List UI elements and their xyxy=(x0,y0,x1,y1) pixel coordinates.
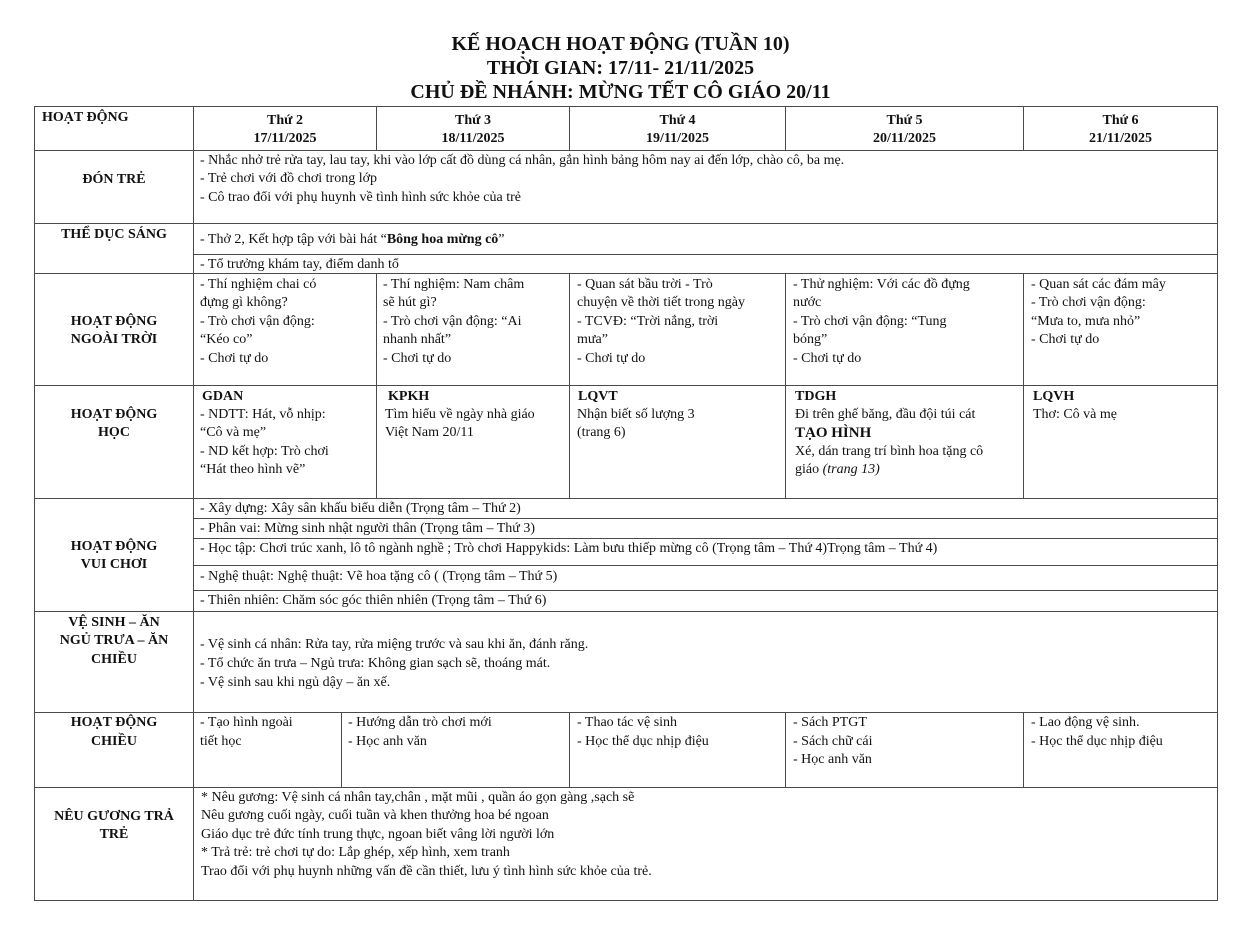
vui-choi-line: - Phân vai: Mừng sinh nhật người thân (Trọng tâm – Thứ 3) xyxy=(200,521,536,536)
header-day-fri: Thứ 6 xyxy=(1102,113,1139,128)
row-label-hoc: HỌC xyxy=(98,425,130,440)
row-label-ve-sinh: VỆ SINH – ĂN xyxy=(68,615,160,630)
row-label-vui-choi: VUI CHƠI xyxy=(80,557,148,572)
plan-period: THỜI GIAN: 17/11- 21/11/2025 xyxy=(486,57,755,79)
row-label-neu-guong: NÊU GƯƠNG TRẢ xyxy=(54,809,174,824)
plan-theme: CHỦ ĐỀ NHÁNH: MỪNG TẾT CÔ GIÁO 20/11 xyxy=(410,81,831,103)
row-label-chieu: HOẠT ĐỘNG xyxy=(70,715,158,730)
ve-sinh-line: - Vệ sinh cá nhân: Rửa tay, rửa miệng trước và sau khi ăn, đánh răng. xyxy=(200,637,589,652)
header-day-tue: Thứ 3 xyxy=(454,113,492,128)
header-date-tue: 18/11/2025 xyxy=(441,131,505,146)
header-day-thu: Thứ 5 xyxy=(886,113,923,128)
neu-guong-line: Nêu gương cuối ngày, cuối tuần và khen thưởng hoa bé ngoan xyxy=(201,808,549,823)
plan-title: KẾ HOẠCH HOẠT ĐỘNG (TUẦN 10) xyxy=(451,33,790,55)
vui-choi-line: - Xây dựng: Xây sân khấu biểu diễn (Trọng tâm – Thứ 2) xyxy=(200,501,521,516)
ve-sinh-line: - Tổ chức ăn trưa – Ngủ trưa: Không gian sạch sẽ, thoáng mát. xyxy=(200,656,551,671)
neu-guong-line: * Nêu gương: Vệ sinh cá nhân tay,chân , mặt mũi , quần áo gọn gàng ,sạch sẽ xyxy=(201,790,635,805)
row-label-ngoai-troi: NGOÀI TRỜI xyxy=(70,332,158,347)
ve-sinh-line: - Vệ sinh sau khi ngủ dậy – ăn xế. xyxy=(200,675,391,690)
header-activity: HOẠT ĐỘNG xyxy=(42,110,129,125)
header-day-wed: Thứ 4 xyxy=(659,113,696,128)
neu-guong-line: * Trả trẻ: trẻ chơi tự do: Lắp ghép, xếp hình, xem tranh xyxy=(201,845,510,860)
row-label-ve-sinh: NGỦ TRƯA – ĂN xyxy=(59,633,169,648)
the-duc-line: - Tổ trưởng khám tay, điểm danh tổ xyxy=(200,257,399,272)
row-label-ve-sinh: CHIỀU xyxy=(91,652,137,667)
vui-choi-line: - Học tập: Chơi trúc xanh, lô tô ngành nghề ; Trò chơi Happykids: Làm bưu thiếp mừng cô (Trọng tâm – Thứ 4)Trọng tâm – Thứ 4) xyxy=(200,541,938,556)
header-day-mon: Thứ 2 xyxy=(266,113,304,128)
don-tre-line: - Cô trao đổi với phụ huynh về tình hình sức khỏe của trẻ xyxy=(200,190,521,205)
row-label-don-tre: ĐÓN TRẺ xyxy=(82,172,146,187)
vui-choi-line: - Thiên nhiên: Chăm sóc góc thiên nhiên (Trọng tâm – Thứ 6) xyxy=(200,593,547,608)
row-label-vui-choi: HOẠT ĐỘNG xyxy=(70,539,158,554)
the-duc-line: - Thở 2, Kết hợp tập với bài hát “Bông hoa mừng cô” xyxy=(200,232,505,247)
vui-choi-line: - Nghệ thuật: Nghệ thuật: Vẽ hoa tặng cô ( (Trọng tâm – Thứ 5) xyxy=(200,569,558,584)
neu-guong-line: Trao đổi với phụ huynh những vấn đề cần thiết, lưu ý tình hình sức khỏe của trẻ. xyxy=(201,864,652,879)
row-label-neu-guong: TRẺ xyxy=(99,827,129,842)
song-title: Bông hoa mừng cô xyxy=(386,232,499,247)
row-label-hoc: HOẠT ĐỘNG xyxy=(70,407,158,422)
header-date-wed: 19/11/2025 xyxy=(645,131,709,146)
neu-guong-line: Giáo dục trẻ đức tính trung thực, ngoan biết vâng lời người lớn xyxy=(201,827,555,842)
header-date-thu: 20/11/2025 xyxy=(872,131,936,146)
header-date-fri: 21/11/2025 xyxy=(1088,131,1152,146)
row-label-ngoai-troi: HOẠT ĐỘNG xyxy=(70,314,158,329)
don-tre-line: - Trẻ chơi với đồ chơi trong lớp xyxy=(200,171,377,186)
header-date-mon: 17/11/2025 xyxy=(253,131,317,146)
row-label-chieu: CHIỀU xyxy=(91,734,137,749)
row-label-the-duc: THỂ DỤC SÁNG xyxy=(61,227,167,242)
don-tre-line: - Nhắc nhở trẻ rửa tay, lau tay, khi vào lớp cất đồ dùng cá nhân, gắn hình bảng hôm nay ai đến lớp, chào cô, ba mẹ. xyxy=(200,153,845,168)
